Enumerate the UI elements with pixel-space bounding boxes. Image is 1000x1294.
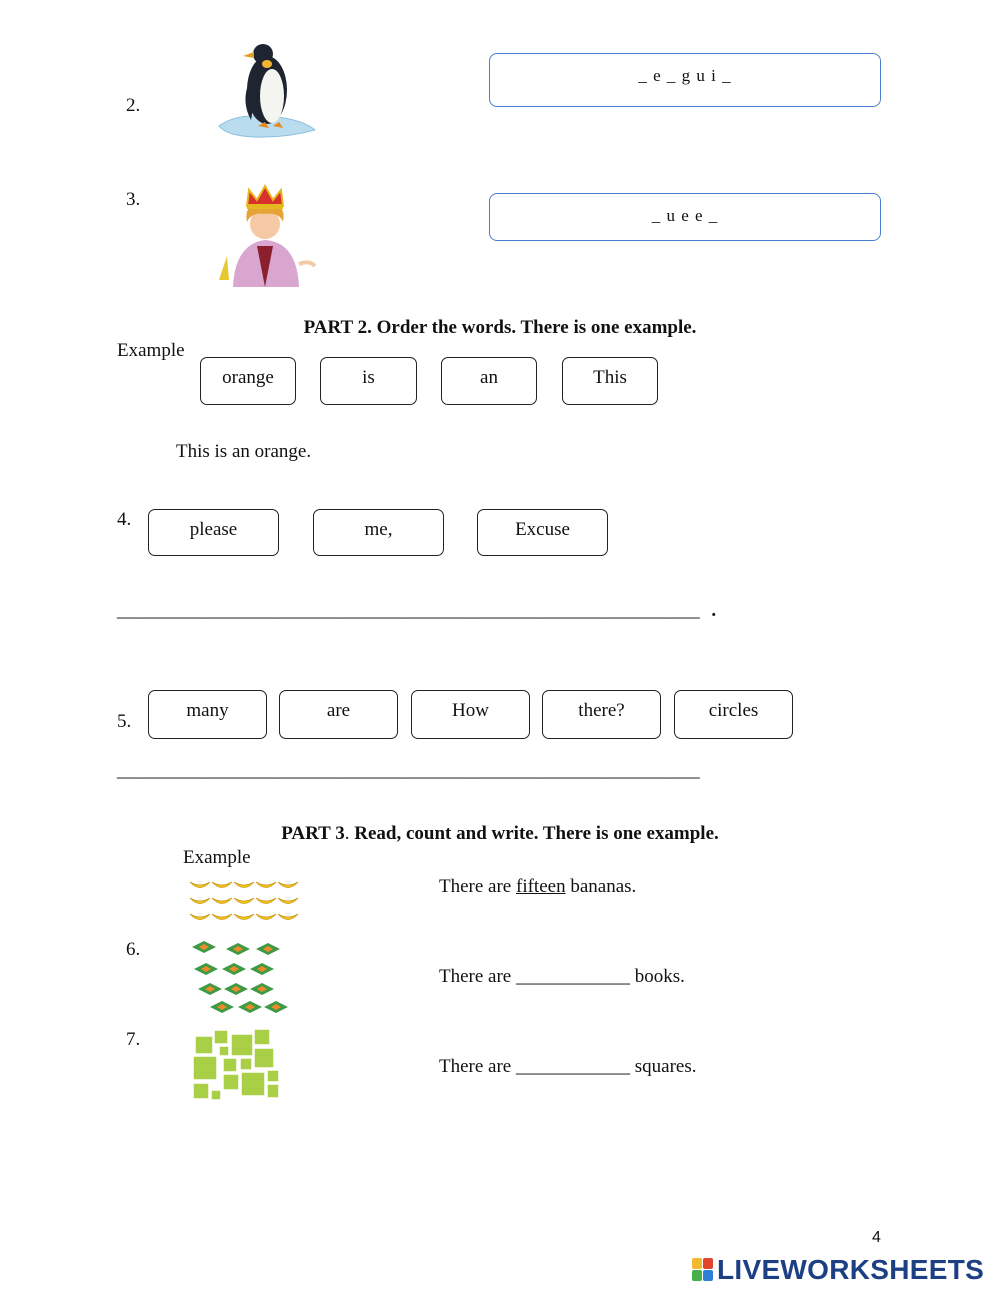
- book-shape: [198, 983, 222, 995]
- full-stop: .: [711, 600, 716, 621]
- banana-shape: [234, 882, 254, 888]
- banana-shape: [256, 882, 276, 888]
- part3-heading-label: PART 3: [281, 823, 345, 844]
- word-box[interactable]: me,: [313, 509, 444, 556]
- books-picture: [190, 939, 290, 1017]
- answer-line-4[interactable]: [117, 600, 716, 622]
- part3-example-label: Example: [183, 847, 251, 868]
- square-shape: [240, 1058, 252, 1070]
- bananas-picture: [188, 877, 302, 927]
- word-box[interactable]: Excuse: [477, 509, 608, 556]
- part2-example-label: Example: [117, 340, 185, 361]
- banana-shape: [278, 898, 298, 904]
- liveworksheets-logo-icon: [692, 1258, 714, 1282]
- sentence-6[interactable]: There are ____________ books.: [439, 966, 685, 987]
- book-shape: [250, 983, 274, 995]
- page-number: 4: [872, 1229, 881, 1246]
- square-shape: [219, 1046, 229, 1056]
- banana-shape: [190, 898, 210, 904]
- word-box[interactable]: many: [148, 690, 267, 739]
- book-shape: [224, 983, 248, 995]
- banana-shape: [190, 914, 210, 920]
- square-shape: [231, 1034, 253, 1056]
- word-box[interactable]: there?: [542, 690, 661, 739]
- square-shape: [193, 1083, 209, 1099]
- banana-shape: [234, 914, 254, 920]
- answer-line[interactable]: ________________________________________________________________: [117, 600, 700, 621]
- banana-shape: [190, 882, 210, 888]
- answer-box-queen[interactable]: _ u e e _: [489, 193, 881, 241]
- queen-picture: [213, 184, 317, 287]
- square-shape: [241, 1072, 265, 1096]
- part3-heading-text: Read, count and write. There is one example.: [349, 823, 719, 844]
- example-prefix: There are: [439, 876, 516, 897]
- banana-shape: [278, 882, 298, 888]
- book-shape: [222, 963, 246, 975]
- question-number-4: 4.: [117, 509, 132, 530]
- question-number-5: 5.: [117, 711, 132, 732]
- question-number-7: 7.: [126, 1029, 141, 1050]
- example-sentence: [439, 876, 636, 898]
- liveworksheets-logo[interactable]: [692, 1255, 984, 1285]
- square-shape: [254, 1029, 270, 1045]
- square-shape: [223, 1074, 239, 1090]
- penguin-picture: [215, 42, 317, 138]
- banana-shape: [212, 914, 232, 920]
- square-shape: [267, 1070, 279, 1082]
- example-word-box: orange: [200, 357, 296, 405]
- square-shape: [223, 1058, 237, 1072]
- example-word-box: This: [562, 357, 658, 405]
- answer-line-5[interactable]: ________________________________________________________________: [117, 760, 700, 781]
- book-shape: [250, 963, 274, 975]
- square-shape: [214, 1030, 228, 1044]
- question-number-6: 6.: [126, 939, 141, 960]
- book-shape: [192, 941, 216, 953]
- square-shape: [195, 1036, 213, 1054]
- example-answer: This is an orange.: [176, 441, 312, 462]
- liveworksheets-logo-text: LIVEWORKSHEETS: [717, 1254, 985, 1285]
- example-word-box: an: [441, 357, 537, 405]
- banana-shape: [278, 914, 298, 920]
- question-number-2: 2.: [126, 95, 141, 116]
- example-suffix: bananas.: [565, 876, 637, 897]
- word-box[interactable]: please: [148, 509, 279, 556]
- question-number-3: 3.: [126, 189, 141, 210]
- example-answer-word: fifteen: [516, 876, 566, 897]
- square-shape: [254, 1048, 274, 1068]
- square-shape: [211, 1090, 221, 1100]
- banana-shape: [212, 898, 232, 904]
- banana-shape: [212, 882, 232, 888]
- sentence-7[interactable]: There are ____________ squares.: [439, 1056, 697, 1077]
- book-shape: [210, 1001, 234, 1013]
- squares-picture: [193, 1028, 281, 1101]
- part2-heading: PART 2. Order the words. There is one example.: [303, 317, 697, 338]
- book-shape: [194, 963, 218, 975]
- book-shape: [256, 943, 280, 955]
- book-shape: [238, 1001, 262, 1013]
- book-shape: [226, 943, 250, 955]
- square-shape: [193, 1056, 217, 1080]
- word-box[interactable]: circles: [674, 690, 793, 739]
- word-box[interactable]: are: [279, 690, 398, 739]
- banana-shape: [256, 914, 276, 920]
- banana-shape: [256, 898, 276, 904]
- example-word-box: is: [320, 357, 417, 405]
- answer-box-penguin[interactable]: _ e _ g u i _: [489, 53, 881, 107]
- part3-heading-sep: .: [344, 823, 350, 844]
- part3-heading: [0, 823, 1000, 845]
- word-box[interactable]: How: [411, 690, 530, 739]
- square-shape: [267, 1084, 279, 1098]
- banana-shape: [234, 898, 254, 904]
- book-shape: [264, 1001, 288, 1013]
